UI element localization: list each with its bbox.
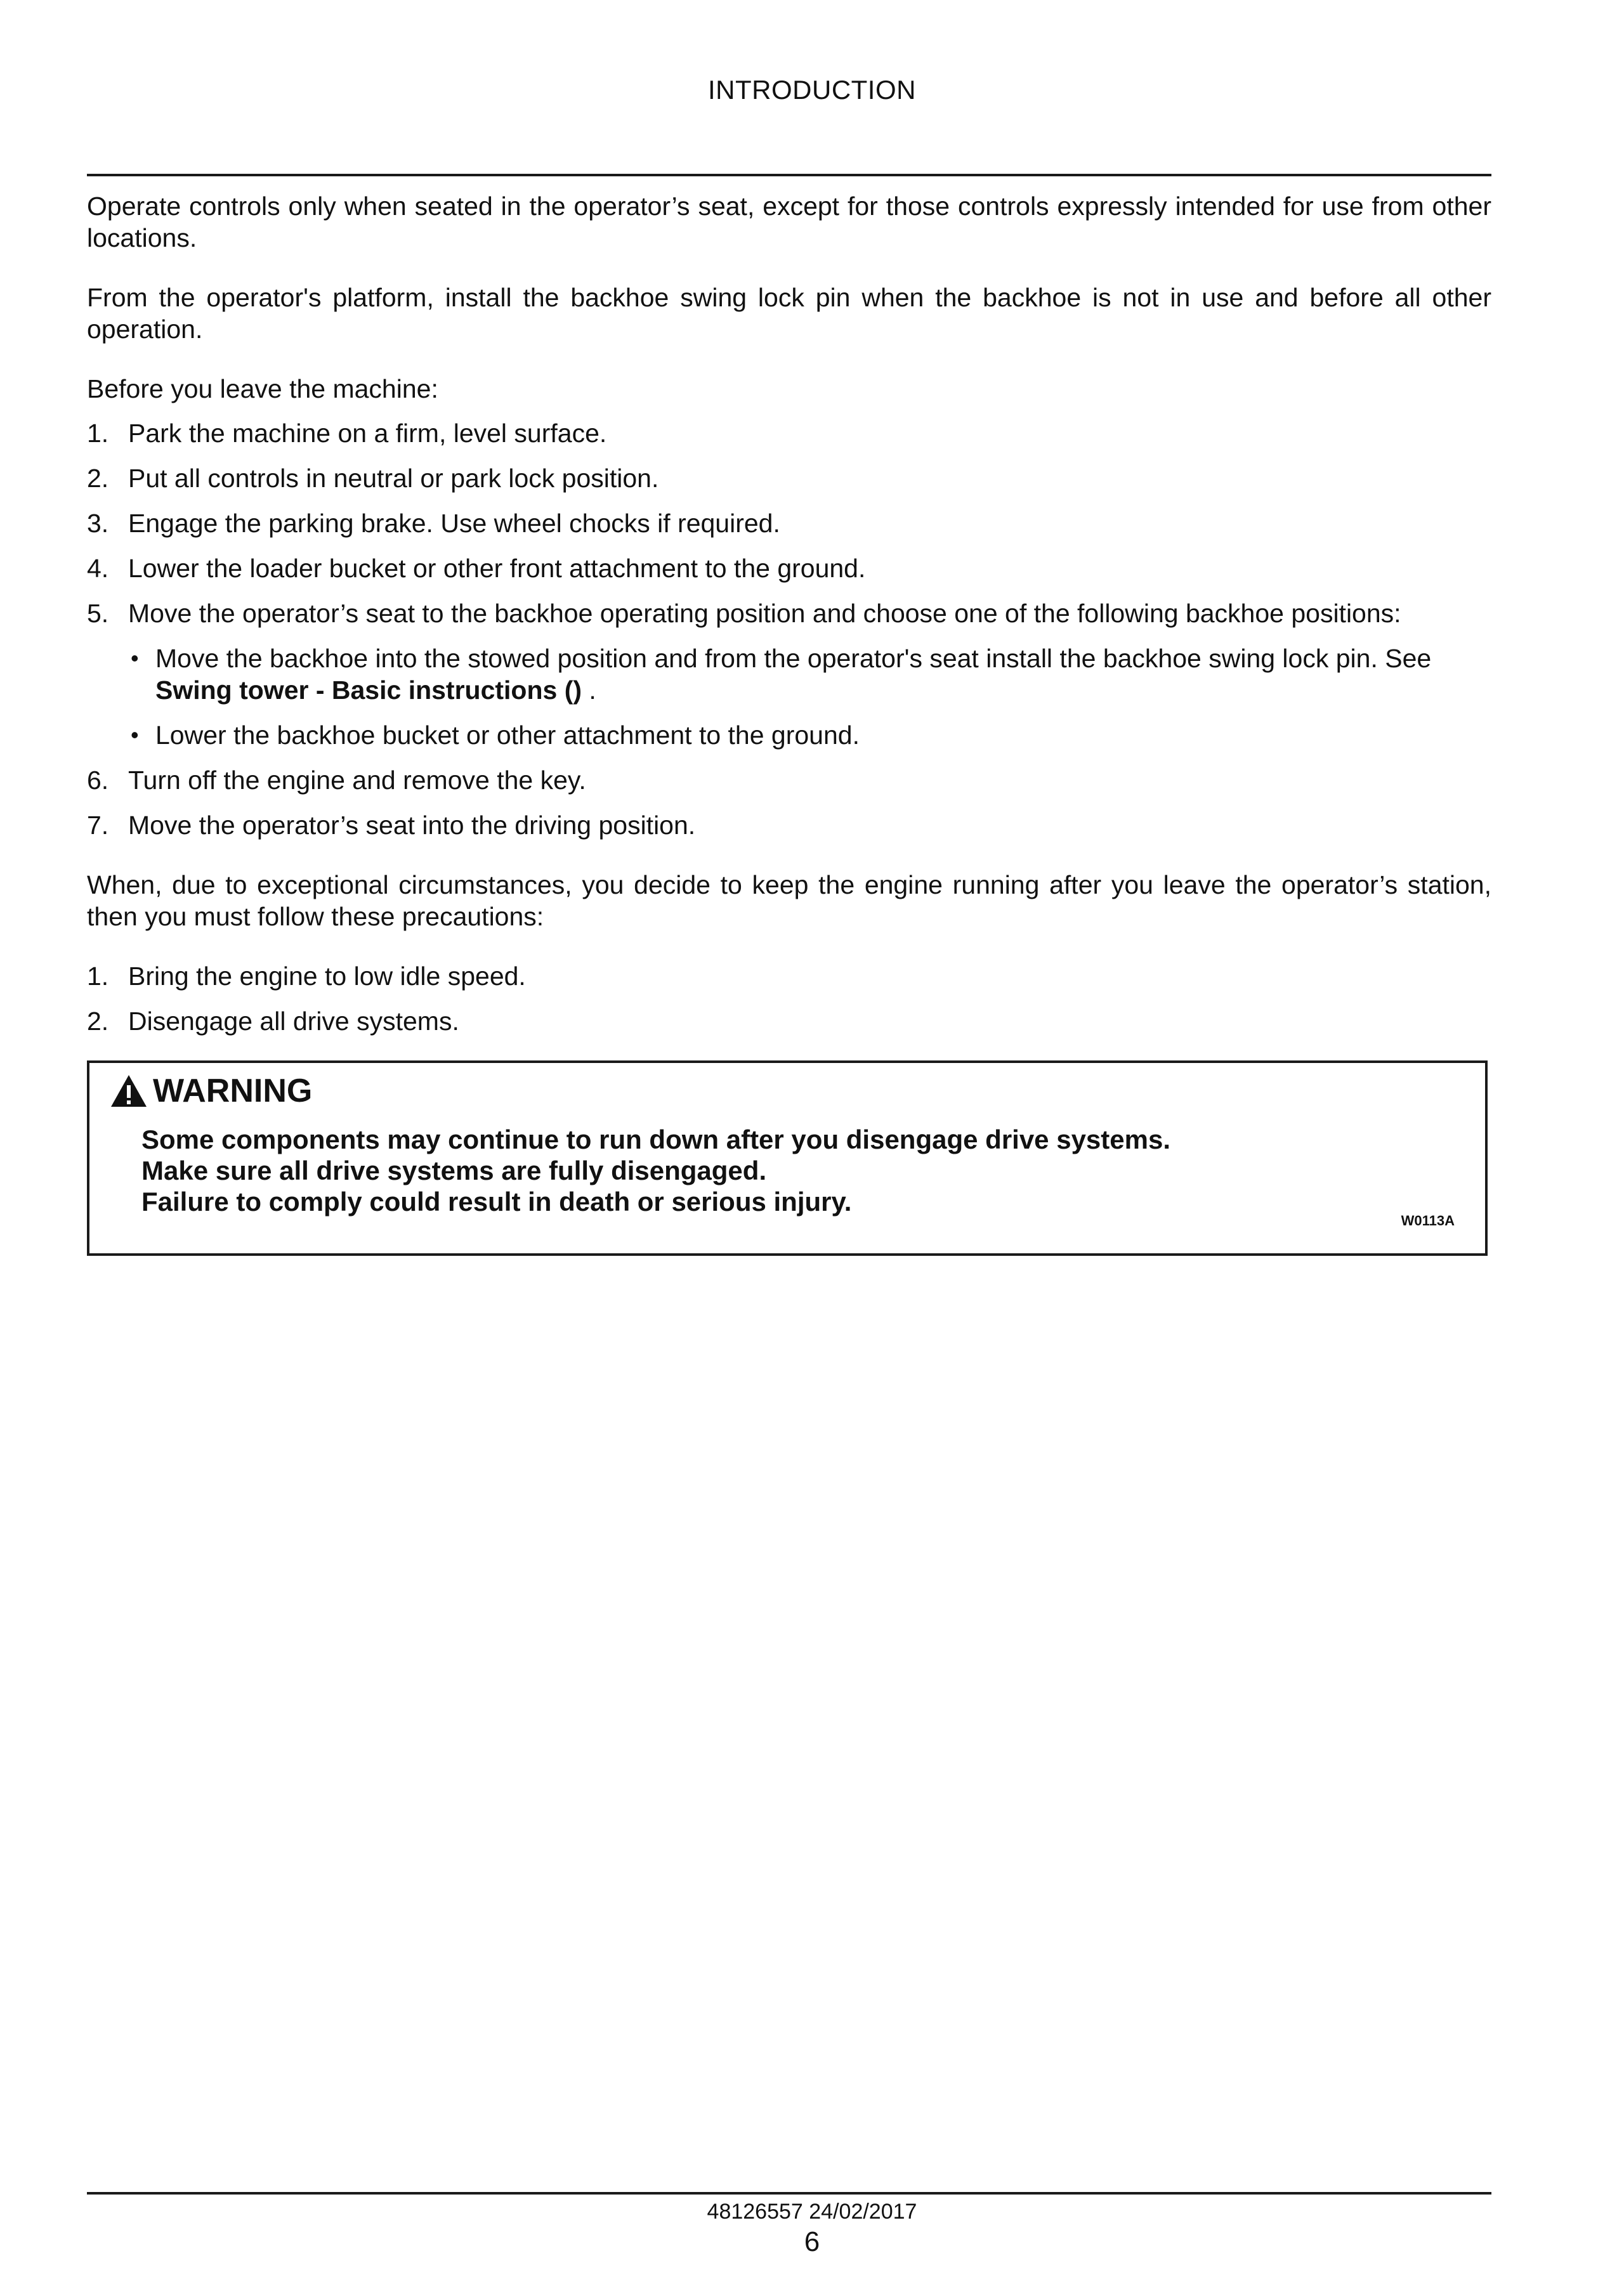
bullet-icon: • bbox=[131, 645, 139, 671]
list-item bbox=[87, 960, 1491, 992]
step-number: 5. bbox=[87, 599, 109, 628]
list-item bbox=[87, 552, 1491, 584]
paragraph-swing-lock-pin: From the operator's platform, install the backhoe swing lock pin when the backhoe is not in use and before all other operation. bbox=[87, 283, 1491, 344]
step-text: Engage the parking brake. Use wheel chocks if required. bbox=[128, 509, 780, 538]
step-text: Lower the loader bucket or other front attachment to the ground. bbox=[128, 554, 866, 583]
step-text: Park the machine on a firm, level surface. bbox=[128, 419, 607, 448]
list-item bbox=[87, 417, 1491, 449]
warning-line: Some components may continue to run down after you disengage drive systems. bbox=[141, 1125, 1171, 1154]
step-text: Bring the engine to low idle speed. bbox=[128, 962, 526, 991]
page-header-title: INTRODUCTION bbox=[708, 75, 916, 105]
bullet-icon: • bbox=[131, 722, 139, 748]
warning-line: Failure to comply could result in death or serious injury. bbox=[141, 1187, 852, 1216]
header-rule bbox=[87, 174, 1491, 176]
list-item bbox=[87, 507, 1491, 539]
list-item bbox=[87, 764, 1491, 796]
step-number: 2. bbox=[87, 1007, 109, 1036]
leave-machine-steps bbox=[87, 417, 1491, 841]
warning-triangle-icon bbox=[110, 1074, 148, 1108]
step-text: Move the operator’s seat into the driving position. bbox=[128, 811, 696, 840]
warning-box bbox=[87, 1060, 1488, 1256]
list-item bbox=[87, 809, 1491, 841]
page-number: 6 bbox=[804, 2226, 820, 2257]
list-item bbox=[128, 719, 1491, 751]
step-text: Put all controls in neutral or park lock position. bbox=[128, 464, 659, 493]
warning-title: WARNING bbox=[153, 1073, 313, 1109]
list-item bbox=[87, 597, 1491, 751]
step-number: 7. bbox=[87, 811, 109, 840]
step-number: 6. bbox=[87, 766, 109, 795]
document-code: 48126557 24/02/2017 bbox=[707, 2200, 917, 2224]
step-text: Turn off the engine and remove the key. bbox=[128, 766, 586, 795]
cross-reference-link[interactable]: Swing tower - Basic instructions () bbox=[155, 675, 582, 705]
page-content bbox=[87, 190, 1491, 1050]
step-text: Move the operator’s seat to the backhoe operating position and choose one of the following backhoe positions: bbox=[128, 599, 1401, 628]
step-number: 1. bbox=[87, 962, 109, 991]
list-item bbox=[128, 642, 1491, 706]
step-number: 3. bbox=[87, 509, 109, 538]
paragraph-exceptional-circumstances: When, due to exceptional circumstances, you decide to keep the engine running after you leave the operator’s station, then you must follow these precautions: bbox=[87, 870, 1491, 931]
bullet-text: Lower the backhoe bucket or other attachment to the ground. bbox=[155, 721, 860, 750]
warning-line: Make sure all drive systems are fully disengaged. bbox=[141, 1156, 767, 1185]
step-number: 4. bbox=[87, 554, 109, 583]
warning-message bbox=[141, 1124, 1170, 1217]
backhoe-position-options bbox=[128, 642, 1491, 751]
precaution-steps bbox=[87, 960, 1491, 1037]
list-item bbox=[87, 462, 1491, 494]
warning-heading bbox=[110, 1072, 312, 1110]
warning-code: W0113A bbox=[1401, 1213, 1455, 1229]
step-number: 2. bbox=[87, 464, 109, 493]
step-text: Disengage all drive systems. bbox=[128, 1007, 459, 1036]
paragraph-seated-controls: Operate controls only when seated in the operator’s seat, except for those controls expressly intended for use from other locations. bbox=[87, 192, 1491, 252]
paragraph-before-leave: Before you leave the machine: bbox=[87, 374, 438, 403]
footer-rule bbox=[87, 2192, 1491, 2195]
bullet-text: Move the backhoe into the stowed position and from the operator's seat install the backhoe swing lock pin. See bbox=[155, 644, 1432, 673]
bullet-tail: . bbox=[582, 675, 596, 705]
list-item bbox=[87, 1005, 1491, 1037]
step-number: 1. bbox=[87, 419, 109, 448]
